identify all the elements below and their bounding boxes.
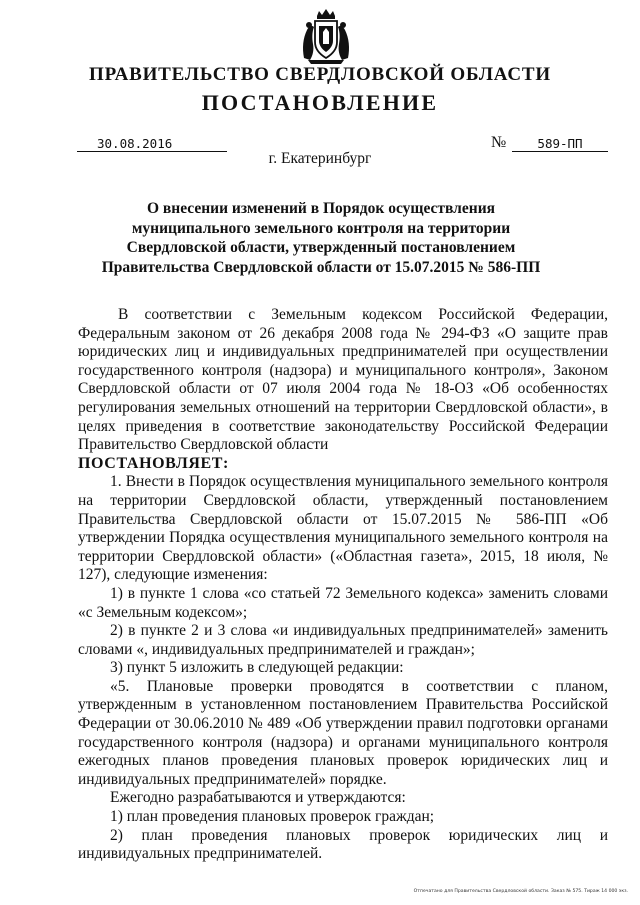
document-body <box>78 306 608 864</box>
annual-plans-intro: Ежегодно разрабатываются и утверждаются: <box>110 789 406 807</box>
document-kind: ПОСТАНОВЛЕНИЕ <box>201 90 439 115</box>
government-name: ПРАВИТЕЛЬСТВО СВЕРДЛОВСКОЙ ОБЛАСТИ <box>89 64 551 85</box>
paragraph-1-1: 1) в пункте 1 слова «со статьей 72 Земельного кодекса» заменить словами «с Земельным кодексом»; <box>78 584 608 621</box>
city: г. Екатеринбург <box>268 150 372 167</box>
document-number: 589-ПП <box>512 136 608 152</box>
paragraph-1-2: 2) в пункте 2 и 3 слова «и индивидуальных предпринимателей» заменить словами «, индивидуальных предпринимателей и граждан»; <box>78 622 608 658</box>
number-label: № <box>491 134 507 151</box>
document-title: О внесении изменений в Порядок осуществления муниципального земельного контроля на территории Свердловской области, утвержденный постановлением Правительства Свердловской области от 15.07.2015 № 586-ПП <box>101 200 541 276</box>
decree-word: ПОСТАНОВЛЯЕТ: <box>78 454 229 472</box>
print-footer: Отпечатано для Правительства Свердловской области. Заказ № 575. Тираж 14 000 экз. <box>413 889 628 894</box>
document-date: 30.08.2016 <box>77 136 227 152</box>
paragraph-1: 1. Внести в Порядок осуществления муниципального земельного контроля на территории Свердловской области, утвержденный постановлением Правительства Свердловской области от 15.07.2015 № 586-ПП «Об утверждении Порядка осуществления муниципального земельного контроля на территории Свердловской области» («Областная газета», 2015, 18 июля, № 127), следующие изменения: <box>78 473 608 584</box>
plan-item-2: 2) план проведения плановых проверок юридических лиц и индивидуальных предпринимателей. <box>78 826 608 863</box>
coat-of-arms-icon <box>300 8 352 66</box>
plan-item-1: 1) план проведения плановых проверок граждан; <box>110 808 435 826</box>
paragraph-1-3: 3) пункт 5 изложить в следующей редакции: <box>110 659 404 677</box>
quoted-point-5: «5. Плановые проверки проводятся в соответствии с планом, утвержденным в установленном постановлением Правительства Российской Федерации от 30.06.2010 № 489 «Об утверждении правил подготовки органами государственного контроля (надзора) и органами муниципального контроля ежегодных планов проведения плановых проверок юридических лиц и индивидуальных предпринимателей» порядке. <box>78 677 608 788</box>
preamble-paragraph: В соответствии с Земельным кодексом Российской Федерации, Федеральным законом от 26 декабря 2008 года № 294-ФЗ «О защите прав юридических лиц и индивидуальных предпринимателей при осуществлении государственного контроля (надзора) и муниципального контроля», Законом Свердловской области от 07 июля 2004 года № 18-ОЗ «Об особенностях регулирования земельных отношений на территории Свердловской области», в целях приведения в соответствие законодательству Российской Федерации Правительство Свердловской области <box>78 306 608 454</box>
